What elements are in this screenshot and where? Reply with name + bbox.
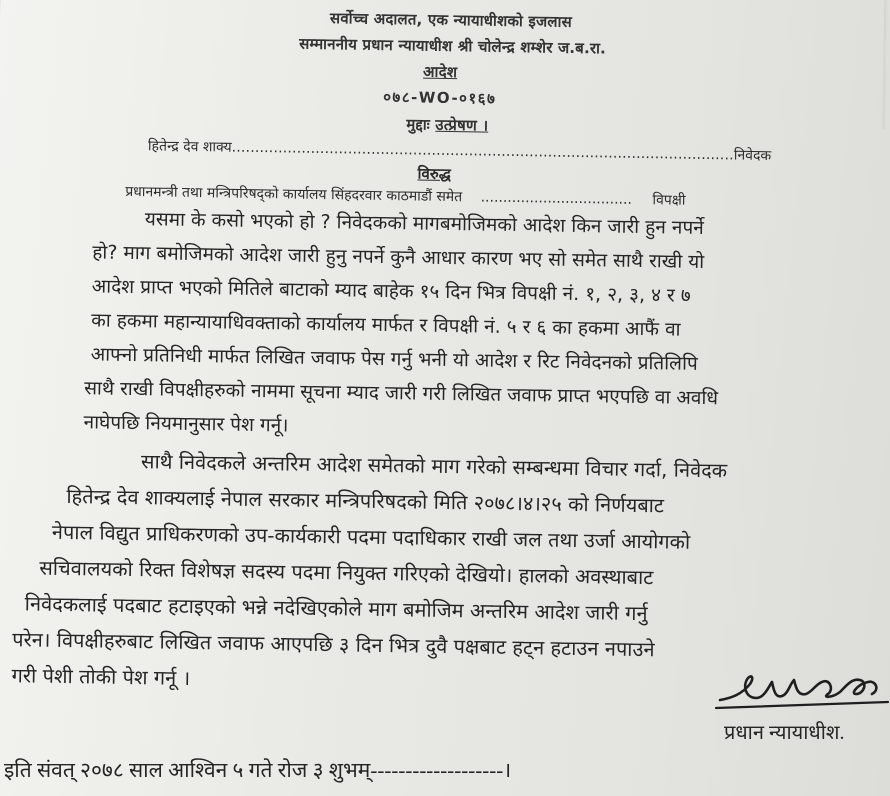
- paragraph-2-line-1: साथै निवेदकले अन्तरिम आदेश समेतको माग गरेको सम्बन्धमा विचार गर्दा, निवेदक: [140, 449, 728, 483]
- subject-value: उत्प्रेषण ।: [435, 115, 489, 135]
- paragraph-2-line-2: हितेन्द्र देव शाक्यलाई नेपाल सरकार मन्त्रिपरिषदको मिति २०७८।४।२५ को निर्णयबाट: [66, 484, 665, 518]
- judge-name: सम्माननीय प्रधान न्यायाधीश श्री चोलेन्द्र शम्शेर ज.ब.रा.: [299, 34, 607, 58]
- footer-date-line: इति संवत् २०७८ साल आश्विन ५ गते रोज ३ शुभम्-------------------।: [4, 758, 512, 782]
- petitioner-dots: ............................................................................................................: [231, 139, 734, 164]
- paragraph-1-line-2: हो? माग बमोजिमको आदेश जारी हुनु नपर्ने कुनै आधार कारण भए सो समेत साथै राखी यो: [92, 241, 705, 274]
- paragraph-1-line-5: आफ्नो प्रतिनिधी मार्फत लिखित जवाफ पेस गर्नु भनी यो आदेश र रिट निवेदनको प्रतिलिपि: [90, 343, 698, 375]
- versus-label: विरुद्ध: [417, 164, 451, 184]
- petitioner-line: [148, 136, 816, 165]
- order-title: आदेश: [422, 62, 458, 82]
- respondent-text: प्रधानमन्त्री तथा मन्त्रिपरिषद्को कार्यालय सिंहदरवार काठमाडौं समेत: [125, 183, 463, 206]
- paragraph-2-line-4: सचिवालयको रिक्त विशेषज्ञ सदस्य पदमा नियुक्त गरिएको देखियो। हालको अवस्थाबाट: [39, 555, 654, 590]
- respondent-dots: ..................................: [480, 189, 633, 208]
- subject-label: मुद्दाः: [406, 115, 431, 134]
- paragraph-1-line-7: नाघेपछि नियमानुसार पेश गर्नू।: [83, 411, 289, 437]
- petitioner-role: निवेदक: [733, 147, 772, 165]
- paragraph-2-line-5: निवेदकलाई पदबाट हटाइएको भन्ने नदेखिएकोले माग बमोजिम अन्तरिम आदेश जारी गर्नु: [24, 591, 648, 626]
- respondent-role: विपक्षी: [652, 192, 686, 209]
- case-number: ०७८-WO-०१६७: [383, 87, 497, 108]
- paragraph-2-line-7: गरी पेशी तोकी पेश गर्नू ।: [11, 663, 191, 690]
- handwritten-signature: [712, 664, 890, 716]
- petitioner-name: हितेन्द्र देव शाक्य: [147, 138, 232, 156]
- subject-line: [2, 108, 890, 142]
- paragraph-2-line-3: नेपाल विद्युत प्राधिकरणको उप-कार्यकारी पदमा पदाधिकार राखी जल तथा उर्जा आयोगको: [51, 519, 691, 554]
- paragraph-1-line-3: आदेश प्राप्त भएको मितिले बाटाको म्याद बाहेक १५ दिन भित्र विपक्षी नं. १, २, ३, ४ र ७: [91, 275, 691, 307]
- signatory-title: प्रधान न्यायाधीश.: [724, 722, 845, 744]
- court-title: सर्वोच्च अदालत, एक न्यायाधीशको इजलास: [329, 9, 573, 31]
- signature-icon: [712, 664, 890, 716]
- paragraph-2-line-6: परेन। विपक्षीहरुबाट लिखित जवाफ आएपछि ३ दिन भित्र दुवै पक्षबाट हट्न हटाउन नपाउने: [12, 627, 655, 662]
- paragraph-1-line-1: यसमा के कसो भएको हो ? निवेदकको मागबमोजिमको आदेश किन जारी हुन नपर्ने: [144, 208, 704, 240]
- paragraph-1-line-4: का हकमा महान्यायाधिवक्ताको कार्यालय मार्फत र विपक्षी नं. ५ र ६ का हकमा आफैं वा: [91, 309, 681, 341]
- paragraph-1-line-6: साथै राखी विपक्षीहरुको नाममा सूचना म्याद जारी गरी लिखित जवाफ प्राप्त भएपछि वा अवधि: [83, 377, 719, 410]
